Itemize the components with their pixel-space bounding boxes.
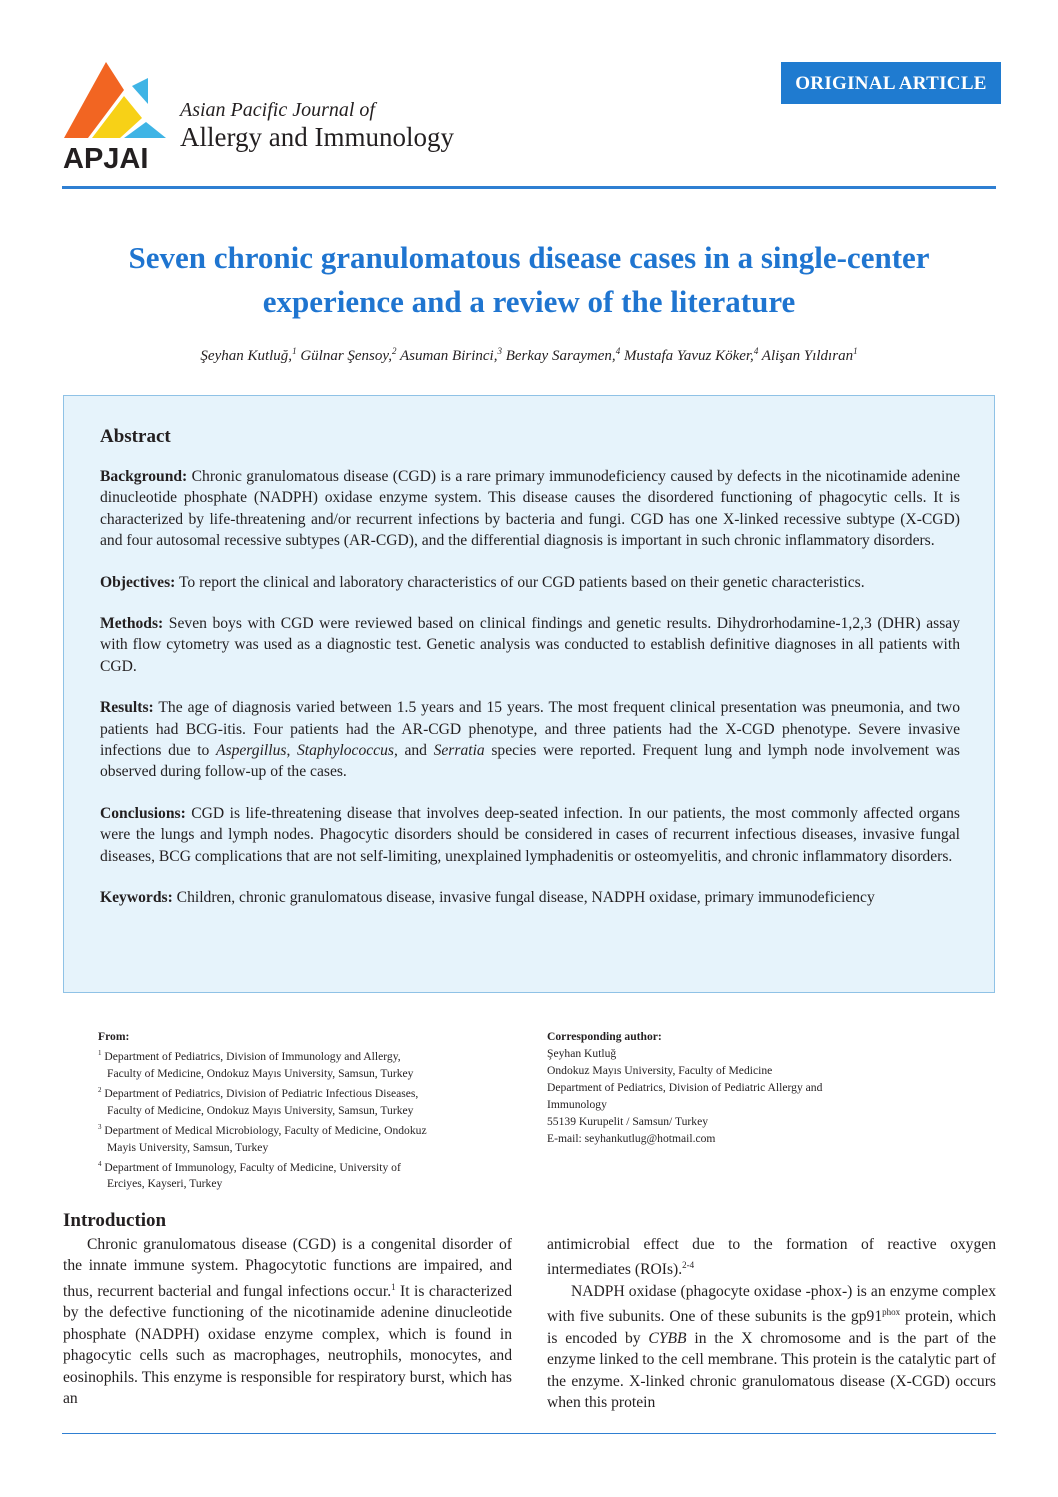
paragraph-text: in the X chromosome and is the part of the enzyme linked to the cell membrane. This protein is the catalytic part of the enzyme. X-linked chronic granulomatous disease (X-CGD) occurs when this protein xyxy=(547,1330,996,1412)
author-name: Berkay Saraymen, xyxy=(505,348,616,364)
affiliation-number: 3 xyxy=(98,1122,102,1131)
author-name: Mustafa Yavuz Köker, xyxy=(623,348,754,364)
affiliations xyxy=(98,1028,518,1192)
corresponding-name: Şeyhan Kutluğ xyxy=(547,1047,617,1060)
paragraph-text: It is characterized by the defective functioning of the nicotinamide adenine dinucleotide phosphate (NADPH) oxidase enzyme complex, which is found in phagocytic cells such as macrophages, neutrophils, monocytes, and eosinophils. This enzyme is responsible for respiratory burst, which has an xyxy=(63,1283,512,1408)
author-affiliation: 4 xyxy=(615,346,621,356)
background-text: Chronic granulomatous disease (CGD) is a rare primary immunodeficiency caused by defects in the nicotinamide adenine dinucleotide phosphate (NADPH) oxidase enzyme system. This disease causes the disordered functioning of phagocytic cells. It is characterized by life-threatening and/or recurrent infections by bacteria and fungi. CGD has one X-linked recessive subtype (X-CGD) and four autosomal recessive subtypes (AR-CGD), and the differential diagnosis is important in such chronic inflammatory disorders. xyxy=(100,468,960,550)
article-title-line1: Seven chronic granulomatous disease cases in a single-center xyxy=(128,240,930,275)
author-affiliation: 2 xyxy=(391,346,397,356)
paragraph-text: NADPH oxidase (phagocyte oxidase -phox-) is an enzyme complex with five subunits. One of these subunits is the gp91 xyxy=(547,1283,996,1326)
article-type-badge: ORIGINAL ARTICLE xyxy=(781,62,1001,104)
body-column-left xyxy=(63,1234,512,1409)
affiliation-text: Faculty of Medicine, Ondokuz Mayıs University, Samsun, Turkey xyxy=(107,1103,414,1117)
abstract-box xyxy=(63,395,995,993)
author-name: Gülnar Şensoy, xyxy=(300,348,392,364)
species-name: Staphylococcus xyxy=(296,742,394,760)
abstract-results xyxy=(100,697,960,783)
apjai-logo xyxy=(62,60,172,175)
article-title-line2: experience and a review of the literature xyxy=(262,284,796,319)
corresponding-heading: Corresponding author: xyxy=(547,1030,662,1043)
introduction-heading: Introduction xyxy=(63,1210,167,1231)
affiliation-text: Faculty of Medicine, Ondokuz Mayıs University, Samsun, Turkey xyxy=(107,1066,414,1080)
author-affiliation: 1 xyxy=(292,346,297,356)
author-name: Şeyhan Kutluğ, xyxy=(200,348,293,364)
corresponding-email: E-mail: seyhankutlug@hotmail.com xyxy=(547,1132,716,1145)
affiliation-item xyxy=(98,1045,518,1082)
results-text: species were reported. Frequent lung and lymph node involvement was observed during follow-up of the cases. xyxy=(100,742,960,781)
objectives-text: To report the clinical and laboratory characteristics of our CGD patients based on their genetic characteristics. xyxy=(178,573,865,591)
methods-label: Methods: xyxy=(100,615,164,633)
affiliation-text: Erciyes, Kayseri, Turkey xyxy=(107,1177,223,1191)
methods-text: Seven boys with CGD were reviewed based on clinical findings and genetic results. Dihydrorhodamine-1,2,3 (DHR) assay with flow cytometry was used as a diagnostic test. Genetic analysis was conducted to establish definitive diagnoses in all patients with CGD. xyxy=(100,615,960,675)
body-column-right xyxy=(547,1234,996,1414)
affiliation-text: Department of Pediatrics, Division of Immunology and Allergy, xyxy=(104,1049,401,1063)
species-name: Aspergillus xyxy=(215,742,287,760)
affiliation-number: 1 xyxy=(98,1049,102,1057)
conclusions-text: CGD is life-threatening disease that involves deep-seated infection. In our patients, the most commonly affected organs were the lungs and lymph nodes. Phagocytic disorders should be considered in cases of recurrent infectious diseases, invasive fungal diseases, BCG complications that are not self-limiting, unexplained lymphadenitis or osteomyelitis, and chronic inflammatory disorders. xyxy=(100,804,960,865)
objectives-label: Objectives: xyxy=(100,573,176,591)
logo-text: APJAI xyxy=(63,143,149,175)
corresponding-line: 55139 Kurupelit / Samsun/ Turkey xyxy=(547,1115,709,1128)
intro-paragraph-2 xyxy=(547,1281,996,1414)
corresponding-author xyxy=(547,1028,967,1147)
intro-paragraph-1 xyxy=(63,1234,512,1409)
abstract-heading: Abstract xyxy=(100,426,171,447)
intro-paragraph-1-continued xyxy=(547,1234,996,1281)
affiliation-item xyxy=(98,1156,518,1193)
background-label: Background: xyxy=(100,468,188,485)
affiliation-text: Department of Medical Microbiology, Faculty of Medicine, Ondokuz xyxy=(104,1123,427,1137)
gene-name: CYBB xyxy=(648,1330,687,1347)
affiliation-number: 2 xyxy=(98,1085,102,1094)
paragraph-text: protein, which is encoded by xyxy=(547,1308,996,1347)
article-title xyxy=(62,236,996,324)
abstract-conclusions xyxy=(100,803,960,867)
affiliation-text: Department of Immunology, Faculty of Medicine, University of xyxy=(104,1160,401,1174)
keywords-label: Keywords: xyxy=(100,889,173,907)
journal-name-line2: Allergy and Immunology xyxy=(180,122,454,152)
conclusions-label: Conclusions: xyxy=(100,804,186,822)
affiliation-text: Department of Pediatrics, Division of Pediatric Infectious Diseases, xyxy=(104,1086,419,1100)
affiliation-item xyxy=(98,1119,518,1156)
abstract-keywords xyxy=(100,887,960,908)
author-affiliation: 4 xyxy=(753,346,759,356)
results-separator: , xyxy=(286,742,291,760)
species-name: Serratia xyxy=(433,742,485,760)
keywords-text: Children, chronic granulomatous disease, invasive fungal disease, NADPH oxidase, primary immunodeficiency xyxy=(176,889,875,907)
author-list xyxy=(62,346,996,365)
affiliation-number: 4 xyxy=(98,1159,102,1168)
superscript: phox xyxy=(882,1307,901,1318)
affiliation-item xyxy=(98,1082,518,1119)
journal-name-line1: Asian Pacific Journal of xyxy=(180,99,375,121)
affiliation-text: Mayis University, Samsun, Turkey xyxy=(107,1140,269,1154)
author-name: Alişan Yıldıran xyxy=(761,348,854,364)
citation: 2-4 xyxy=(682,1260,695,1271)
paragraph-text: antimicrobial effect due to the formation of reactive oxygen intermediates (ROIs). xyxy=(547,1236,996,1279)
corresponding-line: Immunology xyxy=(547,1098,607,1111)
affiliations-heading: From: xyxy=(98,1030,130,1043)
abstract-methods xyxy=(100,613,960,677)
results-label: Results: xyxy=(100,699,154,717)
header-divider xyxy=(62,186,996,189)
paragraph-text: Chronic granulomatous disease (CGD) is a congenital disorder of the innate immune system. Phagocytotic functions are impaired, and thus, recurrent bacterial and fungal infections occur. xyxy=(63,1236,512,1300)
author-affiliation: 1 xyxy=(853,346,858,356)
corresponding-line: Department of Pediatrics, Division of Pediatric Allergy and xyxy=(547,1081,823,1094)
corresponding-line: Ondokuz Mayıs University, Faculty of Medicine xyxy=(547,1064,773,1077)
citation: 1 xyxy=(391,1281,396,1292)
author-affiliation: 3 xyxy=(497,346,502,356)
results-text: The age of diagnosis varied between 1.5 years and 15 years. The most frequent clinical presentation was pneumonia, and two patients had BCG-itis. Four patients had the AR-CGD phenotype, and three patients had the X-CGD phenotype. Severe invasive infections due to xyxy=(100,699,960,760)
author-name: Asuman Birinci, xyxy=(399,348,498,364)
abstract-background xyxy=(100,466,960,552)
footer-divider xyxy=(62,1433,996,1434)
abstract-objectives xyxy=(100,572,960,593)
results-separator: , and xyxy=(393,742,427,760)
